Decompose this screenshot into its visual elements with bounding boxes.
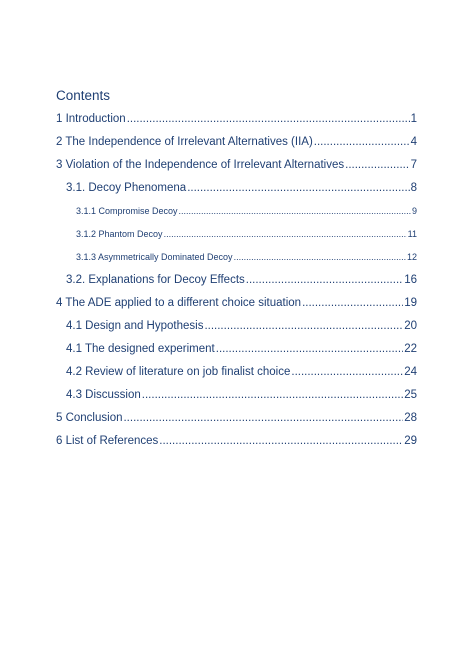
dot-leader bbox=[164, 229, 407, 239]
toc-entry-asymmetric-decoy[interactable] bbox=[76, 252, 417, 262]
toc-entry-designed-experiment[interactable] bbox=[66, 343, 417, 355]
dot-leader bbox=[127, 113, 410, 125]
dot-leader bbox=[204, 320, 403, 332]
toc-entry-title: 3.2. Explanations for Decoy Effects bbox=[66, 274, 245, 286]
toc-entry-title: 4.3 Discussion bbox=[66, 389, 141, 401]
toc-entry-title: 4.1 The designed experiment bbox=[66, 343, 215, 355]
toc-entry-page: 28 bbox=[404, 412, 417, 424]
dot-leader bbox=[187, 182, 409, 194]
dot-leader bbox=[234, 252, 406, 262]
dot-leader bbox=[314, 136, 410, 148]
toc-entry-page: 4 bbox=[410, 136, 417, 148]
toc-entry-page: 1 bbox=[410, 113, 417, 125]
toc-entry-title: 3.1. Decoy Phenomena bbox=[66, 182, 187, 194]
toc-entry-title: 3.1.3 Asymmetrically Dominated Decoy bbox=[76, 252, 233, 262]
toc-entry-page: 16 bbox=[404, 274, 417, 286]
dot-leader bbox=[159, 435, 403, 447]
toc-entry-title: 2 The Independence of Irrelevant Alternatives (IIA) bbox=[56, 136, 313, 148]
dot-leader bbox=[142, 389, 403, 401]
toc-entry-title: 4.2 Review of literature on job finalist choice bbox=[66, 366, 291, 378]
toc-entry-page: 24 bbox=[404, 366, 417, 378]
toc-entry-references[interactable] bbox=[56, 435, 417, 447]
toc-entry-page: 9 bbox=[411, 206, 417, 216]
toc-entry-design-hypothesis[interactable] bbox=[66, 320, 417, 332]
toc-entry-page: 12 bbox=[406, 252, 417, 262]
toc-entry-page: 25 bbox=[404, 389, 417, 401]
toc-entry-ade-applied[interactable] bbox=[56, 297, 417, 309]
toc-entry-page: 19 bbox=[404, 297, 417, 309]
toc-entry-violation-iia[interactable] bbox=[56, 159, 417, 171]
toc-entry-page: 8 bbox=[410, 182, 417, 194]
toc-entry-title: 3.1.1 Compromise Decoy bbox=[76, 206, 178, 216]
toc-entry-literature-review[interactable] bbox=[66, 366, 417, 378]
toc-entry-introduction[interactable] bbox=[56, 113, 417, 125]
toc-entry-decoy-explanations[interactable] bbox=[66, 274, 417, 286]
toc-entry-compromise-decoy[interactable] bbox=[76, 206, 417, 216]
dot-leader bbox=[123, 412, 403, 424]
toc-entry-phantom-decoy[interactable] bbox=[76, 229, 417, 239]
toc-entry-page: 11 bbox=[407, 229, 417, 239]
dot-leader bbox=[246, 274, 403, 286]
toc-entry-title: 1 Introduction bbox=[56, 113, 126, 125]
toc-entry-page: 29 bbox=[404, 435, 417, 447]
toc-entry-page: 22 bbox=[404, 343, 417, 355]
toc-entry-title: 6 List of References bbox=[56, 435, 159, 447]
toc-entry-title: 4 The ADE applied to a different choice situation bbox=[56, 297, 302, 309]
dot-leader bbox=[345, 159, 409, 171]
toc-entry-title: 3 Violation of the Independence of Irrelevant Alternatives bbox=[56, 159, 345, 171]
toc-entry-title: 5 Conclusion bbox=[56, 412, 123, 424]
toc-heading: Contents bbox=[56, 88, 111, 103]
toc-entry-title: 3.1.2 Phantom Decoy bbox=[76, 229, 163, 239]
toc-entry-discussion[interactable] bbox=[66, 389, 417, 401]
toc-entry-conclusion[interactable] bbox=[56, 412, 417, 424]
dot-leader bbox=[302, 297, 403, 309]
dot-leader bbox=[291, 366, 403, 378]
toc-entry-title: 4.1 Design and Hypothesis bbox=[66, 320, 204, 332]
toc-entry-iia[interactable] bbox=[56, 136, 417, 148]
toc-entry-page: 20 bbox=[404, 320, 417, 332]
dot-leader bbox=[216, 343, 403, 355]
dot-leader bbox=[179, 206, 411, 216]
toc-entry-decoy-phenomena[interactable] bbox=[66, 182, 417, 194]
toc-entry-page: 7 bbox=[410, 159, 417, 171]
